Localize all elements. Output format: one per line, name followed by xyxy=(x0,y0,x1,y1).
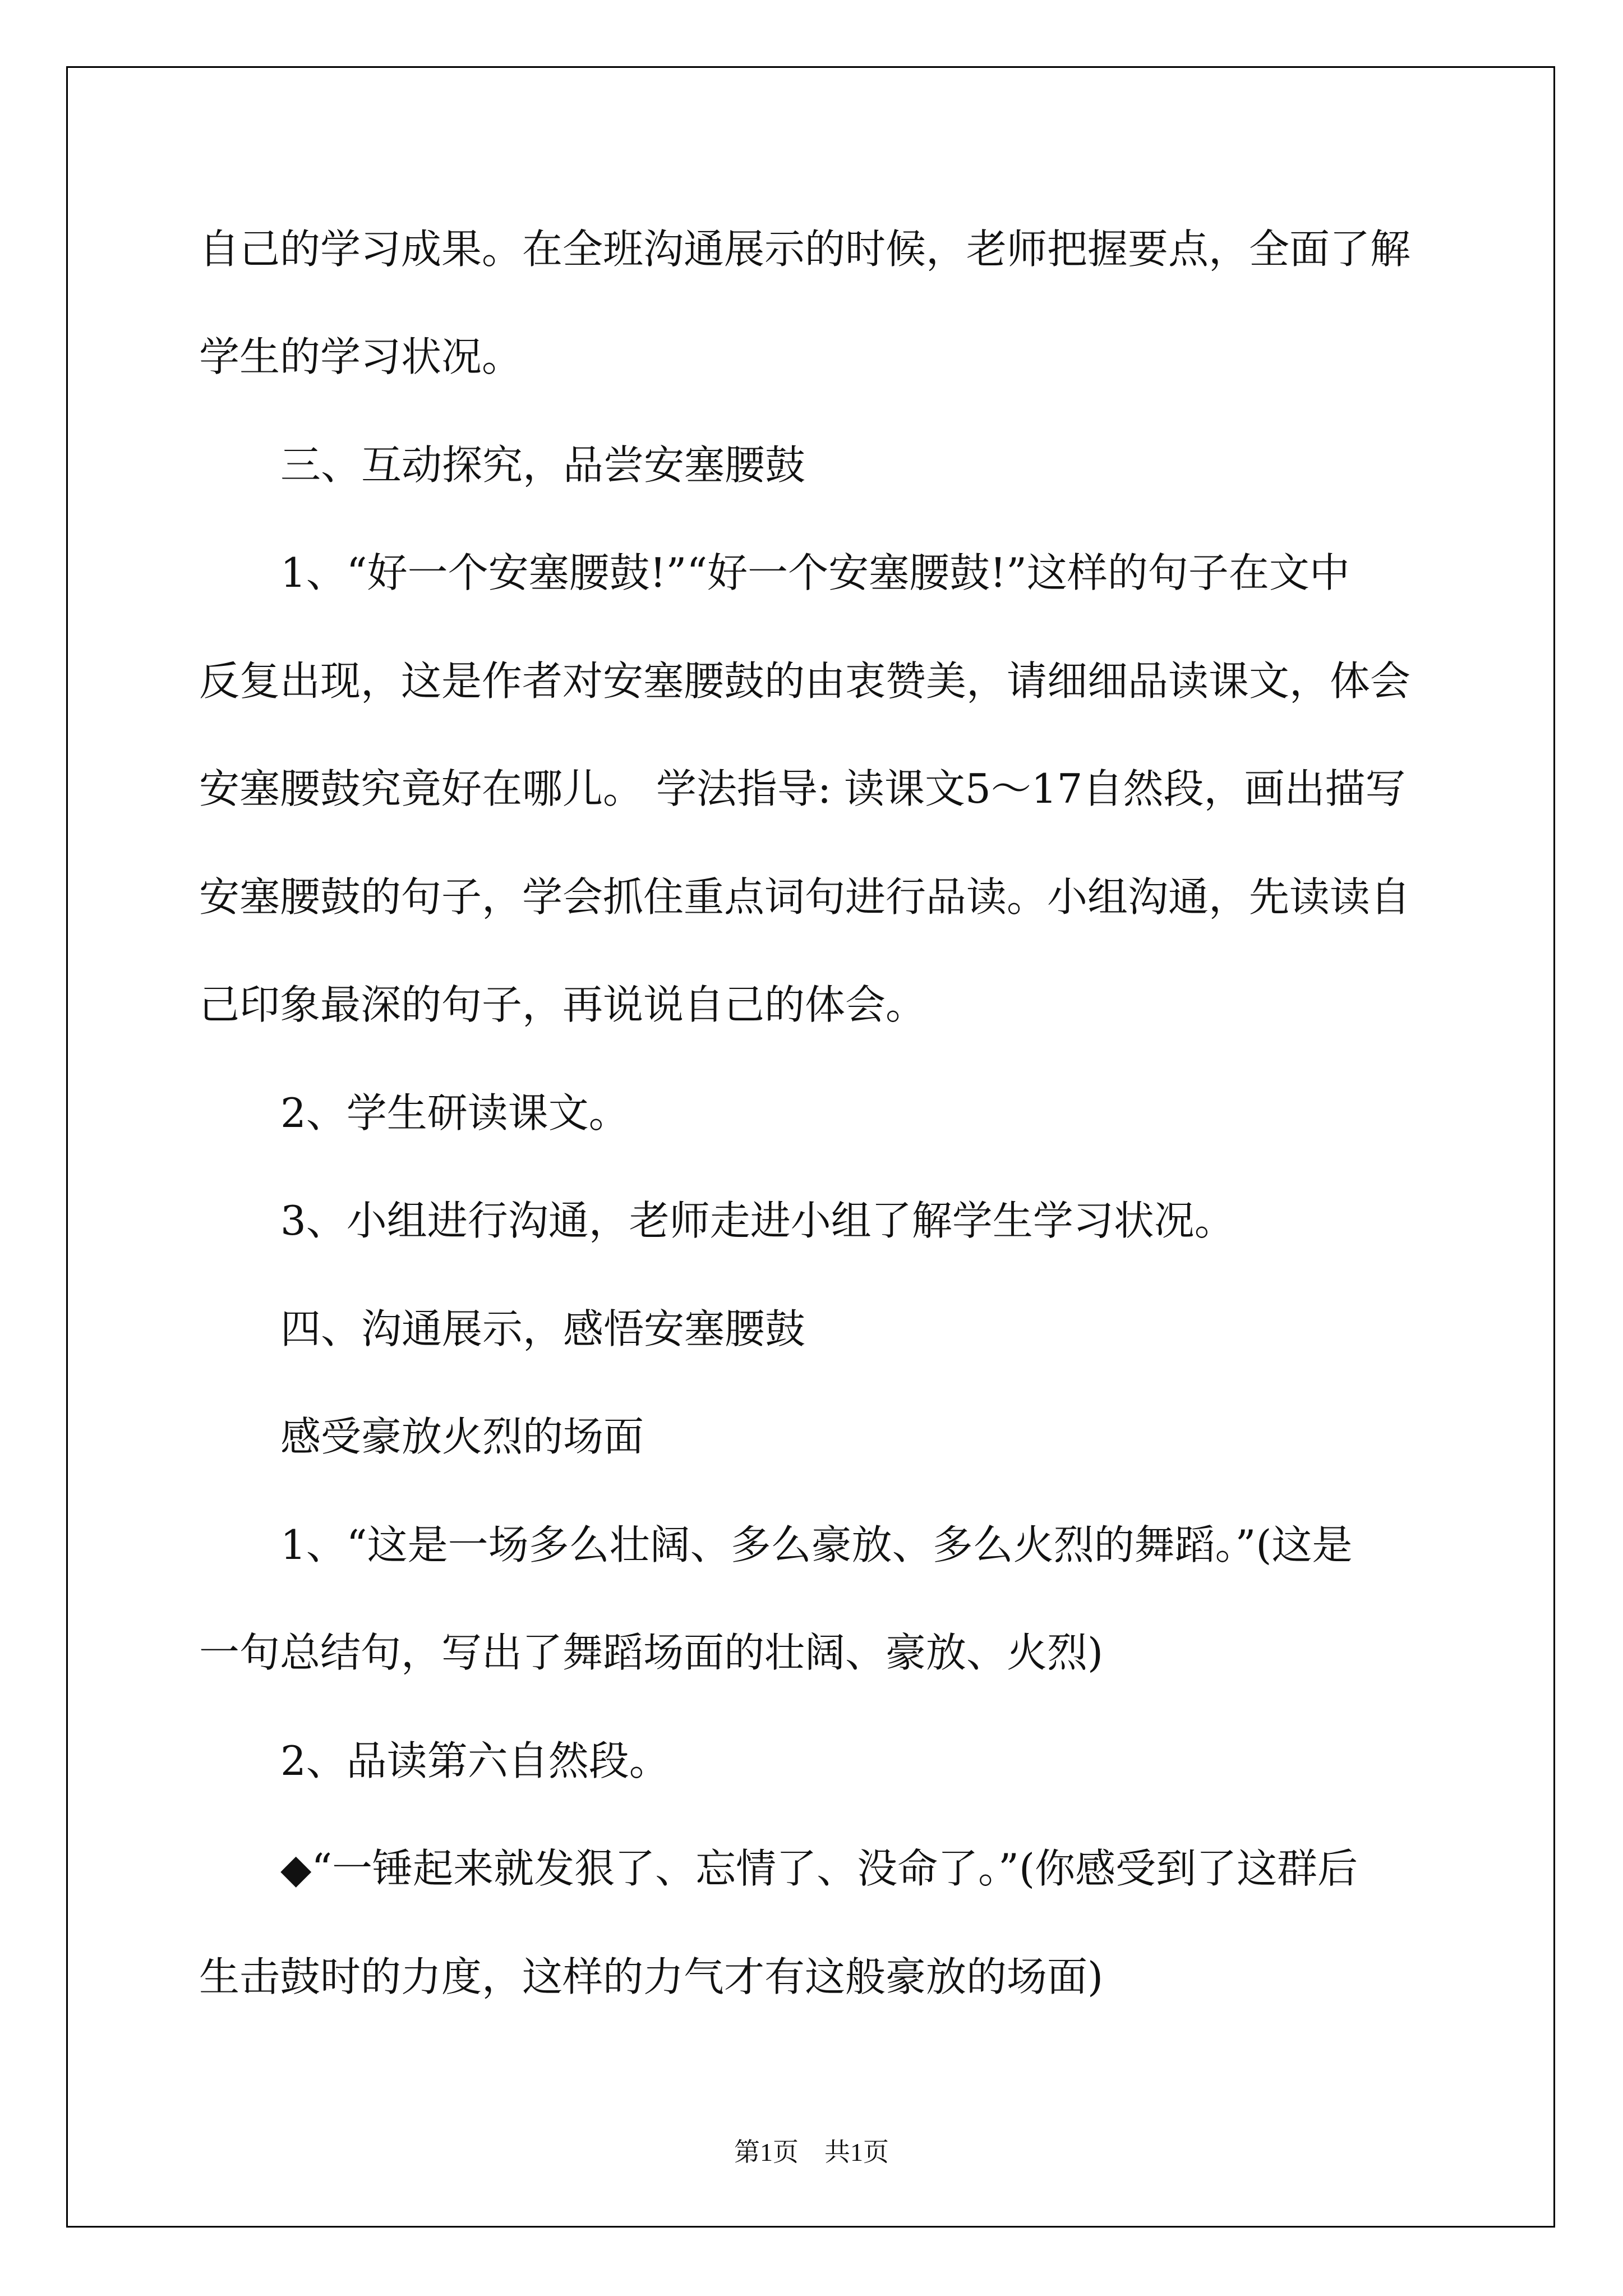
text-line: 学生的学习状况。 xyxy=(199,333,523,380)
text-line: 生击鼓时的力度，这样的力气才有这般豪放的场面) xyxy=(199,1953,1104,2000)
page-number-footer: 第1页 共1页 xyxy=(734,2138,889,2166)
text-line: 安塞腰鼓究竟好在哪儿。 学法指导: 读课文5～17自然段，画出描写 xyxy=(199,765,1406,812)
section-heading: 四、沟通展示，感悟安塞腰鼓 xyxy=(280,1305,806,1352)
subheading: 感受豪放火烈的场面 xyxy=(280,1413,644,1460)
text-line: ◆“一锤起来就发狠了、忘情了、没命了。”(你感受到了这群后 xyxy=(280,1845,1358,1892)
section-heading: 三、互动探究，品尝安塞腰鼓 xyxy=(280,441,806,489)
page-border xyxy=(66,66,1555,2228)
text-line: 1、“好一个安塞腰鼓!”“好一个安塞腰鼓!”这样的句子在文中 xyxy=(280,549,1350,596)
text-line: 2、学生研读课文。 xyxy=(280,1089,629,1137)
text-line: 一句总结句，写出了舞蹈场面的壮阔、豪放、火烈) xyxy=(199,1629,1104,1676)
text-line: 1、“这是一场多么壮阔、多么豪放、多么火烈的舞蹈。”(这是 xyxy=(280,1521,1353,1568)
text-line: 己印象最深的句子，再说说自己的体会。 xyxy=(199,981,926,1028)
text-line: 安塞腰鼓的句子，学会抓住重点词句进行品读。小组沟通，先读读自 xyxy=(199,873,1411,921)
text-line: 3、小组进行沟通，老师走进小组了解学生学习状况。 xyxy=(280,1197,1235,1244)
text-line: 反复出现，这是作者对安塞腰鼓的由衷赞美，请细细品读课文，体会 xyxy=(199,657,1411,705)
text-line: 自己的学习成果。在全班沟通展示的时候，老师把握要点，全面了解 xyxy=(199,226,1411,273)
text-line: 2、品读第六自然段。 xyxy=(280,1737,670,1784)
